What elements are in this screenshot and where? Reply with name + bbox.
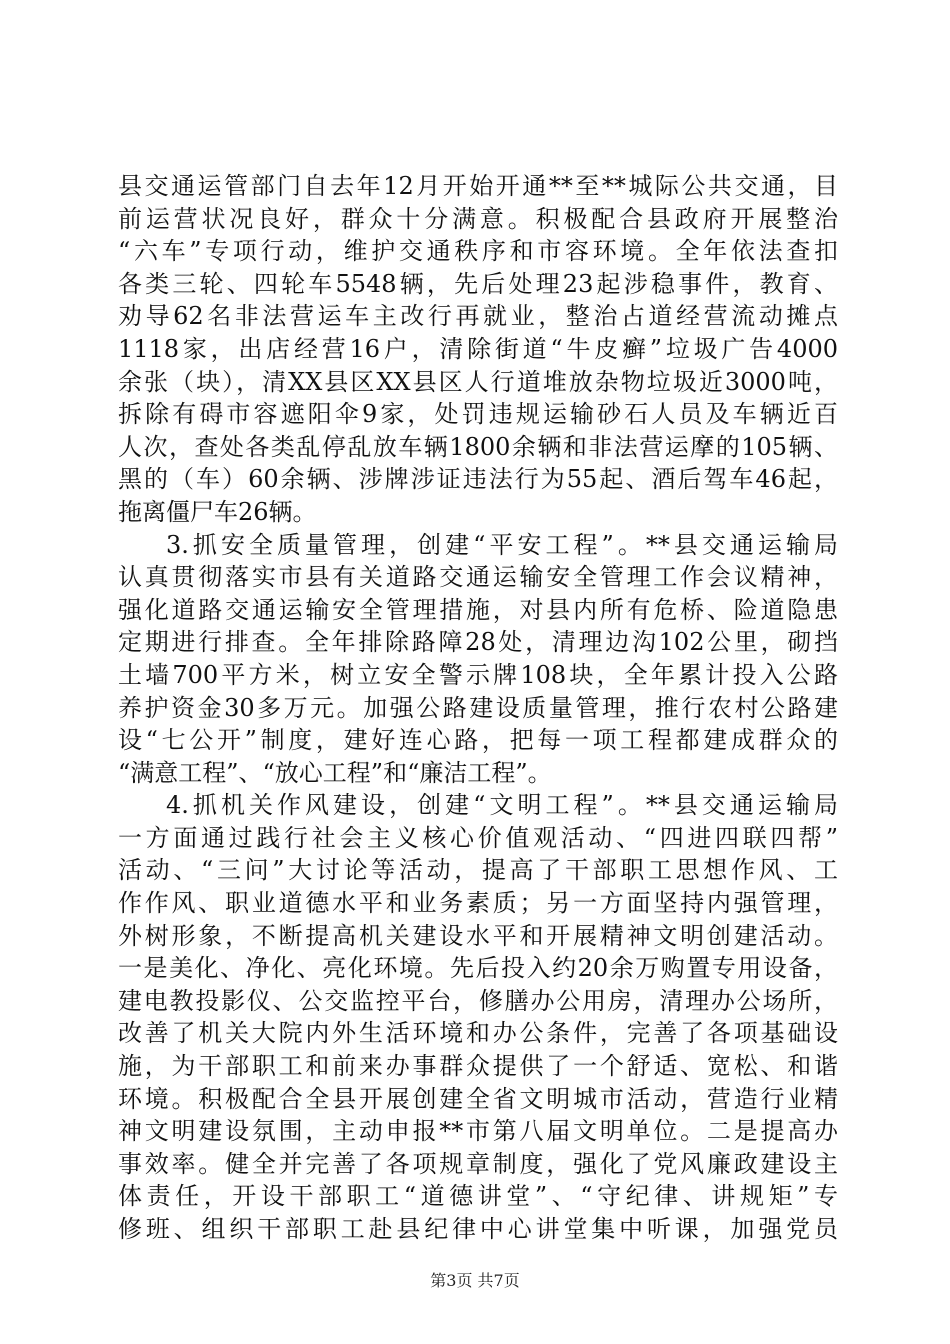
text-line: 拆除有碍市容遮阳伞9家，处罚违规运输砂石人员及车辆近百 [118,400,838,429]
text-line: 各类三轮、四轮车5548辆，先后处理23起涉稳事件，教育、 [118,269,838,298]
text-line: 人次，查处各类乱停乱放车辆1800余辆和非法营运摩的105辆、 [118,432,838,461]
text-line: 余张（块），清XX县区XX县区人行道堆放杂物垃圾近3000吨， [118,367,838,396]
text-line: 一是美化、净化、亮化环境。先后投入约20余万购置专用设备， [118,954,838,983]
text-line: 定期进行排查。全年排除路障28处，清理边沟102公里，砌挡 [118,628,838,657]
text-line: 建电教投影仪、公交监控平台，修膳办公用房，清理办公场所， [118,986,838,1015]
text-line: 作作风、职业道德水平和业务素质；另一方面坚持内强管理， [118,889,838,918]
text-line: 养护资金30多万元。加强公路建设质量管理，推行农村公路建 [118,693,838,722]
text-line: 体责任，开设干部职工“道德讲堂”、“守纪律、讲规矩”专 [118,1182,838,1211]
text-line: 黑的（车）60余辆、涉牌涉证违法行为55起、酒后驾车46起， [118,465,838,494]
text-line: 环境。积极配合全县开展创建全省文明城市活动，营造行业精 [118,1084,838,1113]
text-line: 前运营状况良好，群众十分满意。积极配合县政府开展整治 [118,204,838,233]
text-line: 县交通运管部门自去年12月开始开通**至**城际公共交通，目 [118,172,838,200]
text-line: 施，为干部职工和前来办事群众提供了一个舒适、宽松、和谐 [118,1052,838,1081]
text-line: 认真贯彻落实市县有关道路交通运输安全管理工作会议精神， [118,563,838,592]
text-line: “满意工程”、“放心工程”和“廉洁工程”。 [118,758,552,787]
text-line: 外树形象，不断提高机关建设水平和开展精神文明创建活动。 [118,921,838,950]
page-number-footer: 第3页 共7页 [430,1271,520,1290]
text-line: 修班、组织干部职工赴县纪律中心讲堂集中听课，加强党员 [118,1215,838,1243]
text-line: 1118家，出店经营16户，清除街道“牛皮癣”垃圾广告4000 [118,334,838,363]
text-line: “六车”专项行动，维护交通秩序和市容环境。全年依法查扣 [118,237,838,266]
paragraph-start-line: 3.抓安全质量管理，创建“平安工程”。**县交通运输局 [166,530,838,559]
text-line: 一方面通过践行社会主义核心价值观活动、“四进四联四帮” [118,823,838,852]
text-line: 事效率。健全并完善了各项规章制度，强化了党风廉政建设主 [118,1149,838,1178]
text-line: 设“七公开”制度，建好连心路，把每一项工程都建成群众的 [118,726,838,755]
document-body [118,170,838,1246]
text-line: 劝导62名非法营运车主改行再就业，整治占道经营流动摊点 [118,302,838,331]
text-line: 改善了机关大院内外生活环境和办公条件，完善了各项基础设 [118,1019,838,1048]
text-line: 土墙700平方米，树立安全警示牌108块，全年累计投入公路 [118,660,838,689]
text-line: 神文明建设氛围，主动申报**市第八届文明单位。二是提高办 [118,1117,838,1146]
text-line: 拖离僵尸车26辆。 [118,497,317,526]
text-line: 强化道路交通运输安全管理措施，对县内所有危桥、险道隐患 [118,595,838,624]
paragraph-start-line: 4.抓机关作风建设，创建“文明工程”。**县交通运输局 [166,791,838,820]
text-line: 活动、“三问”大讨论等活动，提高了干部职工思想作风、工 [118,856,838,885]
